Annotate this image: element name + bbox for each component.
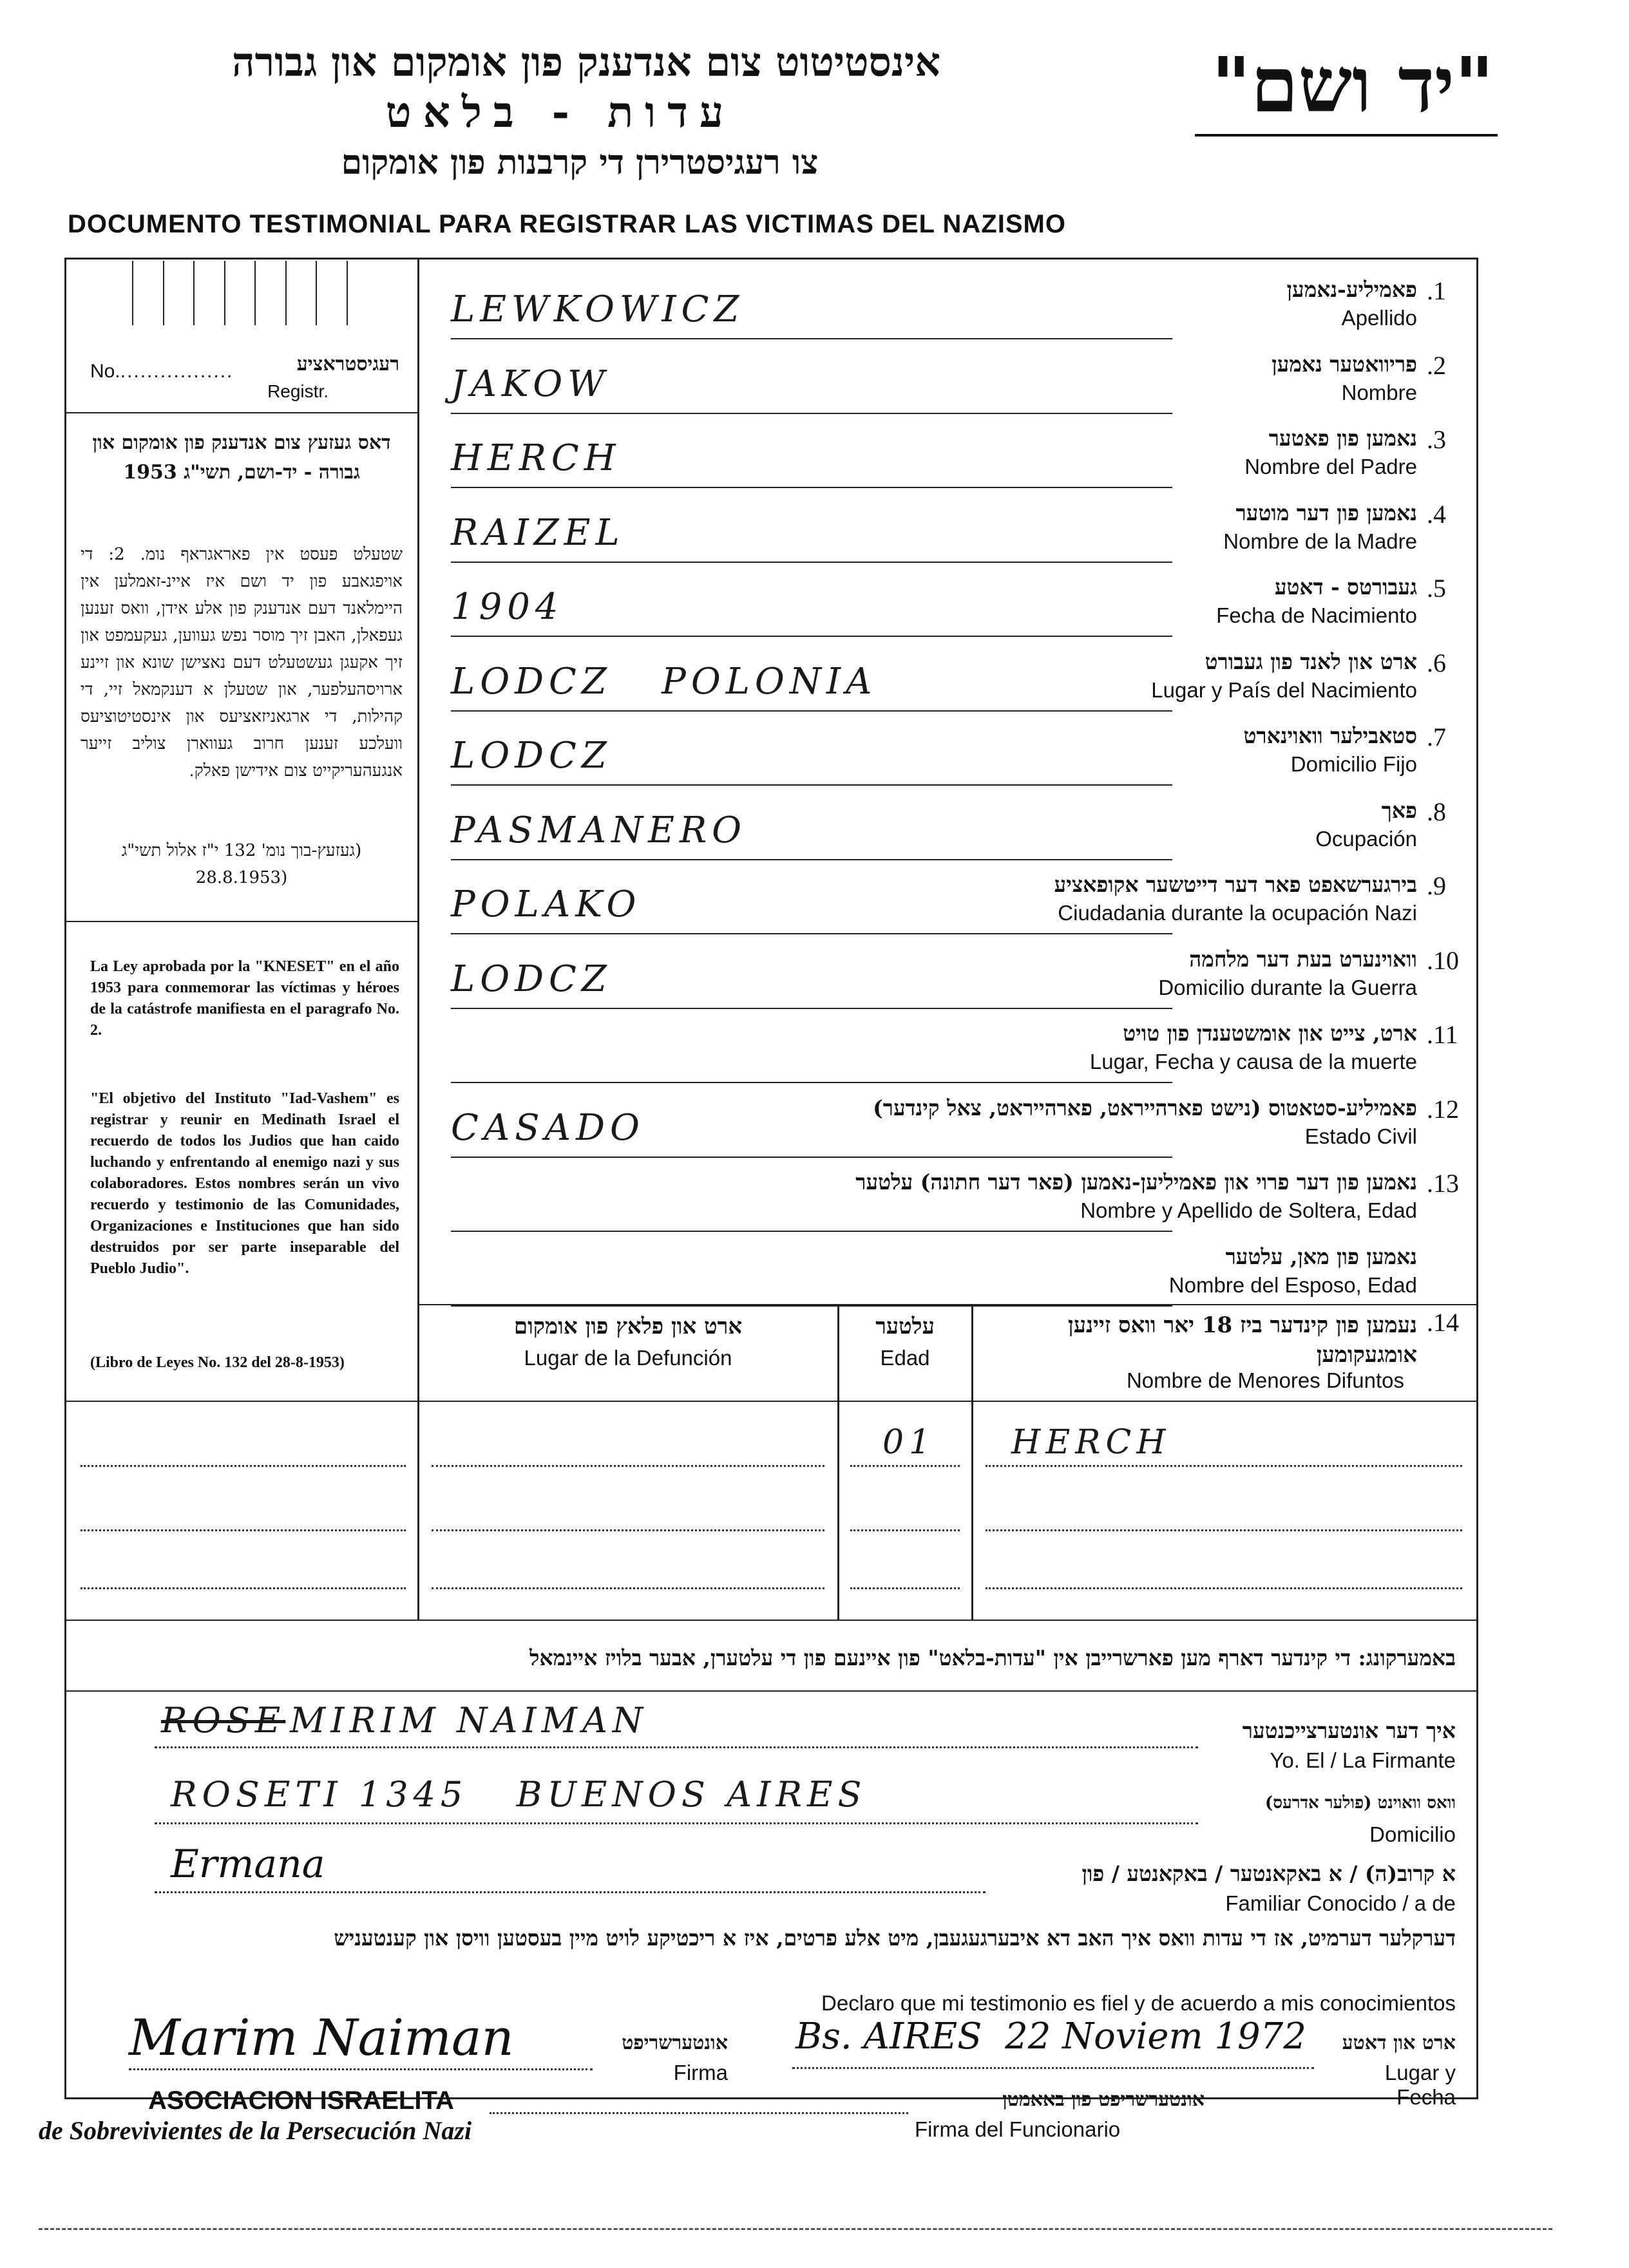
- field-underline: [451, 859, 1172, 860]
- field-underline: [451, 636, 1172, 637]
- registration-boxes: [103, 261, 377, 325]
- children-note: באמערקונג: די קינדער דארף מען פארשרייבן אין "עדות-בלאט" פון איינעם פון די עלטערן, אבער בלויז איינמאל: [529, 1645, 1456, 1670]
- field-number: .12: [1427, 1095, 1459, 1124]
- table-name-es: Nombre de Menores Difuntos: [1126, 1368, 1404, 1392]
- table-col-divider-left: [417, 1401, 419, 1620]
- field-label-heb: נאמען פון פאטער: [1268, 426, 1417, 451]
- signature-heb: אונטערשריפט: [622, 2032, 728, 2054]
- association-stamp: [39, 2086, 502, 2146]
- field-underline: [451, 933, 1172, 934]
- field-underline: [451, 784, 1172, 786]
- table-col-divider-1: [837, 1304, 839, 1620]
- field-number: .1: [1427, 276, 1446, 305]
- table-row-line-left: [81, 1465, 406, 1467]
- field-value[interactable]: RAIZEL: [451, 512, 625, 554]
- registration-number-label: No..................: [90, 361, 234, 382]
- table-col-divider-2: [971, 1304, 973, 1620]
- signer-address-es: Domicilio: [1369, 1822, 1456, 1846]
- field-label-es: Fecha de Nacimiento: [1216, 603, 1417, 627]
- field-number: .9: [1427, 871, 1446, 900]
- official-signature-line: [490, 2112, 908, 2114]
- note-rule: [64, 1690, 1478, 1692]
- field-number: .3: [1427, 425, 1446, 454]
- table-row-line-place: [432, 1529, 824, 1531]
- field-label-es: Lugar y País del Nacimiento: [1151, 678, 1417, 702]
- field-label-heb: געבורטס - דאטע: [1274, 574, 1417, 600]
- signer-struck-name[interactable]: ROSE: [161, 1700, 286, 1741]
- table-cell-name[interactable]: HERCH: [1011, 1423, 1171, 1462]
- table-row-line-place: [432, 1465, 824, 1467]
- field-number-14: .14: [1427, 1308, 1459, 1337]
- table-row-line-place: [432, 1587, 824, 1589]
- field-value[interactable]: HERCH: [451, 437, 621, 479]
- registration-label-heb: רעגיסטראציע: [296, 353, 399, 375]
- field-label-es: Domicilio durante la Guerra: [1158, 976, 1417, 999]
- field-label-heb: בירגערשאפט פאר דער דייטשער אקופאציע: [1054, 872, 1417, 897]
- field-label-heb: סטאבילער וואוינארט: [1243, 723, 1417, 748]
- field-underline: [451, 562, 1172, 563]
- field-value[interactable]: PASMANERO: [451, 809, 747, 851]
- field-label-es: Nombre: [1341, 381, 1417, 404]
- registration-label-es: Registr.: [267, 381, 329, 401]
- place-date-value[interactable]: Bs. AIRES 22 Noviem 1972: [795, 2016, 1306, 2057]
- field-label-es: Domicilio Fijo: [1290, 752, 1417, 776]
- field-value[interactable]: LODCZ POLONIA: [451, 661, 877, 703]
- sidebar-rule-2: [64, 921, 417, 922]
- field-underline: [451, 710, 1172, 712]
- signature-es: Firma: [673, 2061, 728, 2084]
- signer-relative-heb: א קרוב(ה) / א באקאנטער / באקאנטע / פון: [1081, 1861, 1456, 1886]
- header-hebrew-line2: עדות - בלאט: [385, 87, 736, 137]
- table-row-line-left: [81, 1529, 406, 1531]
- field-number: .6: [1427, 648, 1446, 677]
- field-value[interactable]: JAKOW: [451, 363, 610, 405]
- table-row-line-left: [81, 1587, 406, 1589]
- place-date-heb: ארט און דאטע: [1342, 2032, 1456, 2054]
- field-number: .11: [1427, 1020, 1458, 1049]
- declaration-es: Declaro que mi testimonio es fiel y de acuerdo a mis conocimientos: [821, 1991, 1456, 2015]
- field-underline: [451, 1157, 1172, 1158]
- field-number: .7: [1427, 723, 1446, 751]
- reg-no-text: No.: [90, 361, 120, 382]
- field-number: .4: [1427, 500, 1446, 529]
- field-label-heb: ארט און לאנד פון געבורט: [1205, 649, 1417, 674]
- field-label-es: Estado Civil: [1304, 1124, 1417, 1148]
- field-label-es: Nombre del Padre: [1244, 455, 1417, 478]
- table-age-es: Edad: [880, 1346, 930, 1370]
- table-top-rule: [417, 1304, 1478, 1305]
- place-date-es: Lugar y Fecha: [1384, 2061, 1456, 2109]
- table-row-line-age: [850, 1587, 960, 1589]
- law-hebrew-reference: (געזעץ-בוך נומ' 132 י"ז אלול תשי"ג (28.8.1953: [121, 841, 362, 887]
- table-row-line-name: [986, 1465, 1462, 1467]
- signer-name-es: Yo. El / La Firmante: [1270, 1748, 1456, 1772]
- field-underline: [451, 338, 1172, 339]
- field-label-es: Nombre del Esposo, Edad: [1168, 1273, 1417, 1297]
- law-hebrew-body: שטעלט פעסט אין פאראגראף נומ. 2: די אויפגאבע פון יד ושם איז איינ-זאמלען אין היימלאנד דעם אנדענק פון אלע אידן, וואס זענען געפאלן, האבן זיך מוסר נפש געווען, געקעמפט און זיך אקעגן געשטעלט דעם נאצישן שונא און זיינע ארויסהעלפער, און שטעלן א דענקמאל זיי, די קהילות, די ארגאניזאציעס און אינסטיטוציעס וועלכע זענען חרוב געווארן צוליב זייער אנגעהעריקייט צום אידישן פאלק.: [81, 545, 403, 780]
- law-spanish-1: La Ley aprobada por la "KNESET" en el año 1953 para conmemorar las víctimas y héroes de la catástrofe manifiesta en el paragrafo No. 2.: [90, 958, 399, 1039]
- signer-name-value[interactable]: MIRIM NAIMAN: [290, 1700, 649, 1741]
- declaration-heb: דערקלער דערמיט, אז די עדות וואס איך האב דא איבערגעגעבן, מיט אלע פרטים, איז א ריכטיקע לויט מיין בעסטען וויסן און קענטעניש: [334, 1925, 1456, 1951]
- field-label-heb: פאמיליע-סטאטוס (נישט פארהייראט, פארהייראט, צאל קינדער): [873, 1095, 1417, 1120]
- sidebar-rule-1: [64, 412, 417, 413]
- field-number: .10: [1427, 946, 1459, 975]
- field-value[interactable]: LEWKOWICZ: [451, 288, 745, 330]
- yad-vashem-logo: "יד ושם": [1211, 40, 1494, 129]
- table-header-rule: [64, 1401, 1478, 1402]
- table-row-line-name: [986, 1587, 1462, 1589]
- field-label-heb: פאמיליע-נאמען: [1286, 277, 1417, 302]
- table-place-es: Lugar de la Defunción: [524, 1346, 732, 1370]
- table-age-heb: עלטער: [875, 1314, 935, 1339]
- signer-relative-es: Familiar Conocido / a de: [1225, 1891, 1456, 1915]
- field-value[interactable]: CASADO: [451, 1107, 645, 1149]
- field-number: .13: [1427, 1169, 1459, 1198]
- field-underline: [451, 1231, 1172, 1232]
- field-value[interactable]: POLAKO: [451, 884, 642, 925]
- official-signature-es: Firma del Funcionario: [915, 2117, 1121, 2141]
- logo-underline: [1195, 134, 1498, 137]
- table-bottom-rule: [64, 1620, 1478, 1621]
- field-number: .5: [1427, 574, 1446, 603]
- field-label-heb: ארט, צייט און אומשטענדן פון טויט: [1123, 1021, 1417, 1046]
- stamp-line-1: ASOCIACION ISRAELITA: [148, 2086, 454, 2115]
- field-label-heb: וואוינערט בעת דער מלחמה: [1189, 947, 1417, 972]
- field-label-es: Nombre de la Madre: [1223, 529, 1417, 553]
- field-number: .8: [1427, 797, 1446, 826]
- signer-relative-value[interactable]: Ermana: [171, 1842, 325, 1887]
- table-row-line-age: [850, 1529, 960, 1531]
- bottom-tear-line: [39, 2228, 1552, 2230]
- signer-address-value[interactable]: ROSETI 1345 BUENOS AIRES: [171, 1774, 867, 1815]
- official-signature-heb: אונטערשריפט פון באאמטן: [1002, 2088, 1205, 2111]
- place-date-line: [792, 2067, 1314, 2069]
- field-value[interactable]: LODCZ: [451, 958, 612, 1000]
- signature-value[interactable]: Marim Naiman: [129, 2009, 514, 2067]
- document-title: DOCUMENTO TESTIMONIAL PARA REGISTRAR LAS VICTIMAS DEL NAZISMO: [68, 210, 1066, 238]
- field-label-heb: נאמען פון דער מוטער: [1235, 500, 1417, 525]
- field-underline: [451, 487, 1172, 488]
- table-row-line-age: [850, 1465, 960, 1467]
- law-spanish-2: "El objetivo del Instituto "Iad-Vashem" es registrar y reunir en Medinath Israel el recuerdo de todos los Judios que han caido luchando y enfrentando al enemigo nazi y sus colaboradores. Estos nombres serán un vivo recuerdo y testimonio de las Comunidades, Organizaciones e Instituciones que han sido destruidos por ser parte inseparable del Pueblo Judio".: [90, 1090, 399, 1277]
- signer-name-line: [155, 1746, 1198, 1748]
- table-name-heb: נעמען פון קינדער ביז 18 יאר וואס זיינען אומגעקומען: [1068, 1312, 1417, 1368]
- field-label-heb: נאמען פון דער פרוי און פאמיליען-נאמען (פאר דער חתונה) עלטער: [855, 1169, 1417, 1195]
- field-number: .2: [1427, 351, 1446, 380]
- signer-address-line: [155, 1822, 1198, 1824]
- field-underline: [451, 1305, 1172, 1307]
- field-value[interactable]: 1904: [451, 586, 564, 628]
- field-label-es: Lugar, Fecha y causa de la muerte: [1089, 1050, 1417, 1073]
- signer-address-heb: וואס וואוינט (פולער אדרעס): [1264, 1793, 1456, 1813]
- field-underline: [451, 1008, 1172, 1009]
- table-place-heb: ארט און פלאץ פון אומקום: [513, 1314, 743, 1339]
- sidebar-divider: [417, 258, 419, 1420]
- signer-name-heb: איך דער אונטערצייכנטער: [1242, 1718, 1456, 1743]
- law-spanish-reference: (Libro de Leyes No. 132 del 28-8-1953): [90, 1354, 345, 1371]
- field-label-es: Ocupación: [1315, 827, 1417, 851]
- table-row-line-name: [986, 1529, 1462, 1531]
- signature-line: [129, 2068, 593, 2070]
- field-label-heb: פאך: [1381, 798, 1417, 823]
- field-label-heb: נאמען פון מאן, עלטער: [1225, 1244, 1417, 1269]
- law-hebrew-intro: דאס געזעץ צום אנדענק פון אומקום און גבורה - יד-ושם, תשי"ג 1953: [92, 431, 391, 484]
- signer-relative-line: [155, 1891, 986, 1893]
- field-label-es: Apellido: [1341, 306, 1417, 330]
- header-hebrew-line1: אינסטיטוט צום אנדענק פון אומקום און גבורה: [231, 39, 941, 86]
- field-underline: [451, 413, 1172, 414]
- field-label-heb: פריוואטער נאמען: [1272, 352, 1417, 377]
- stamp-line-2: de Sobrevivientes de la Persecución Nazi: [39, 2116, 472, 2145]
- table-cell-age[interactable]: 01: [882, 1423, 936, 1462]
- field-underline: [451, 1082, 1172, 1083]
- header-hebrew-line3: צו רעגיסטרירן די קרבנות פון אומקום: [341, 143, 819, 182]
- field-label-es: Ciudadania durante la ocupación Nazi: [1058, 901, 1417, 925]
- field-label-es: Nombre y Apellido de Soltera, Edad: [1080, 1198, 1417, 1222]
- field-value[interactable]: LODCZ: [451, 735, 612, 777]
